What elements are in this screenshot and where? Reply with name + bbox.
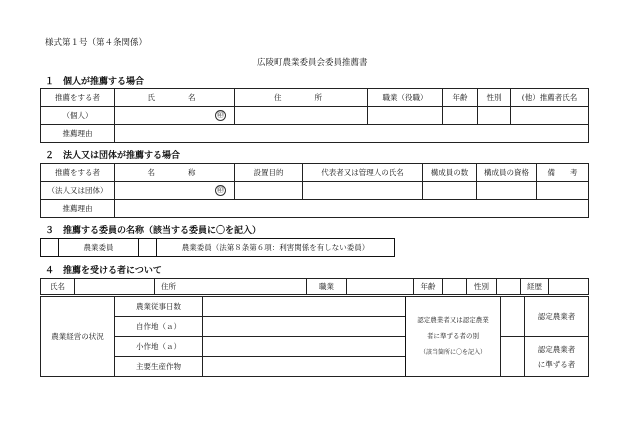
s2-reason-field[interactable]: [115, 200, 589, 218]
seal-mark: ㊞: [217, 186, 224, 194]
section4-table: [40, 278, 589, 295]
s2-qualification-field[interactable]: [477, 182, 537, 200]
s4-row-owned-label: 自作地（ａ）: [115, 317, 203, 337]
s4-name-field[interactable]: [75, 279, 155, 295]
s4-semi-certified-checkbox[interactable]: [501, 337, 525, 377]
s2-qualification-header: 構成員の資格: [477, 164, 537, 182]
s4-row-crops-label: 主要生産作物: [115, 357, 203, 377]
s1-name-field[interactable]: [115, 107, 235, 125]
s2-purpose-field[interactable]: [235, 182, 303, 200]
s4-certified-label-1: 認定農業者又は認定農業: [417, 316, 489, 325]
s1-occupation-header: 職業（役職）: [368, 89, 443, 107]
page-title: 広陵町農業委員会委員推薦書: [257, 58, 368, 68]
s4-certified-table: [405, 296, 589, 377]
section3-heading: ３ 推薦する委員の名称（該当する委員に〇を記入）: [45, 226, 262, 236]
s1-reason-field[interactable]: [115, 125, 589, 143]
s2-remarks-header: 備 考: [537, 164, 589, 182]
s2-name-header: 名 称: [115, 164, 235, 182]
s4-career-field[interactable]: [549, 279, 589, 295]
s4-occupation-field[interactable]: [347, 279, 414, 295]
s1-occupation-field[interactable]: [368, 107, 443, 125]
s1-gender-header: 性別: [478, 89, 511, 107]
s4-address-label: 住所: [155, 279, 207, 295]
s1-recommender-sub: （個人）: [41, 107, 115, 125]
s1-others-field[interactable]: [511, 107, 589, 125]
s4-certified-question: [406, 297, 501, 377]
s1-recommender-label: 推薦をする者: [41, 89, 115, 107]
s2-members-field[interactable]: [423, 182, 477, 200]
s4-row-tenant-field[interactable]: [203, 337, 406, 357]
s3-option1-checkbox[interactable]: [41, 239, 59, 257]
s1-address-header: 住 所: [235, 89, 368, 107]
s3-option2-checkbox[interactable]: [139, 239, 157, 257]
s2-members-header: 構成員の数: [423, 164, 477, 182]
section2-heading: ２ 法人又は団体が推薦する場合: [45, 151, 181, 161]
seal-mark: ㊞: [217, 111, 224, 119]
s2-recommender-sub: （法人又は団体）: [41, 182, 115, 200]
s3-option2-label: 農業委員（法第８条第６項：利害関係を有しない委員）: [157, 239, 395, 257]
s1-age-field[interactable]: [443, 107, 478, 125]
s1-others-header: (他）推薦者氏名: [511, 89, 589, 107]
s4-row-days-label: 農業従事日数: [115, 297, 203, 317]
s4-row-crops-field[interactable]: [203, 357, 406, 377]
s4-row-owned-field[interactable]: [203, 317, 406, 337]
section4-heading: ４ 推薦を受ける者について: [45, 266, 162, 276]
s2-recommender-label: 推薦をする者: [41, 164, 115, 182]
s4-farm-table: [40, 296, 406, 377]
form-number: 様式第１号（第４条関係）: [45, 38, 148, 48]
s3-option1-label: 農業委員: [59, 239, 139, 257]
s4-occupation-label: 職業: [307, 279, 347, 295]
s2-purpose-header: 設置目的: [235, 164, 303, 182]
s1-age-header: 年齢: [443, 89, 478, 107]
section1-heading: １ 個人が推薦する場合: [45, 77, 145, 87]
s1-name-header: 氏 名: [115, 89, 235, 107]
s4-certified-note: （該当箇所に〇を記入）: [419, 348, 486, 356]
s1-reason-label: 推薦理由: [41, 125, 115, 143]
s2-reason-label: 推薦理由: [41, 200, 115, 218]
s4-gender-field[interactable]: [497, 279, 521, 295]
s4-semi-certified-line2: に準ずる者: [537, 359, 576, 369]
s1-address-field[interactable]: [235, 107, 368, 125]
section2-table: [40, 163, 589, 218]
s4-certified-checkbox[interactable]: [501, 297, 525, 337]
s4-age-label: 年齢: [414, 279, 443, 295]
s4-semi-certified-line1: 認定農業者: [537, 344, 576, 354]
s2-rep-field[interactable]: [303, 182, 423, 200]
section1-table: [40, 88, 589, 143]
s4-certified-label: 認定農業者: [525, 297, 589, 337]
s4-name-label: 氏名: [41, 279, 75, 295]
s4-certified-label-2: 者に準ずる者の別: [427, 331, 479, 340]
s4-farm-status-label: 農業経営の状況: [41, 297, 115, 377]
s4-row-days-field[interactable]: [203, 297, 406, 317]
s2-rep-header: 代表者又は管理人の氏名: [303, 164, 423, 182]
s4-gender-label: 性別: [467, 279, 497, 295]
s1-gender-field[interactable]: [478, 107, 511, 125]
section3-table: [40, 238, 395, 257]
s4-semi-certified-label: [525, 337, 589, 377]
s2-remarks-field[interactable]: [537, 182, 589, 200]
s4-row-tenant-label: 小作地（ａ）: [115, 337, 203, 357]
s4-address-field[interactable]: [207, 279, 307, 295]
s2-name-field[interactable]: [115, 182, 235, 200]
s4-career-label: 経歴: [521, 279, 549, 295]
s4-age-field[interactable]: [443, 279, 467, 295]
